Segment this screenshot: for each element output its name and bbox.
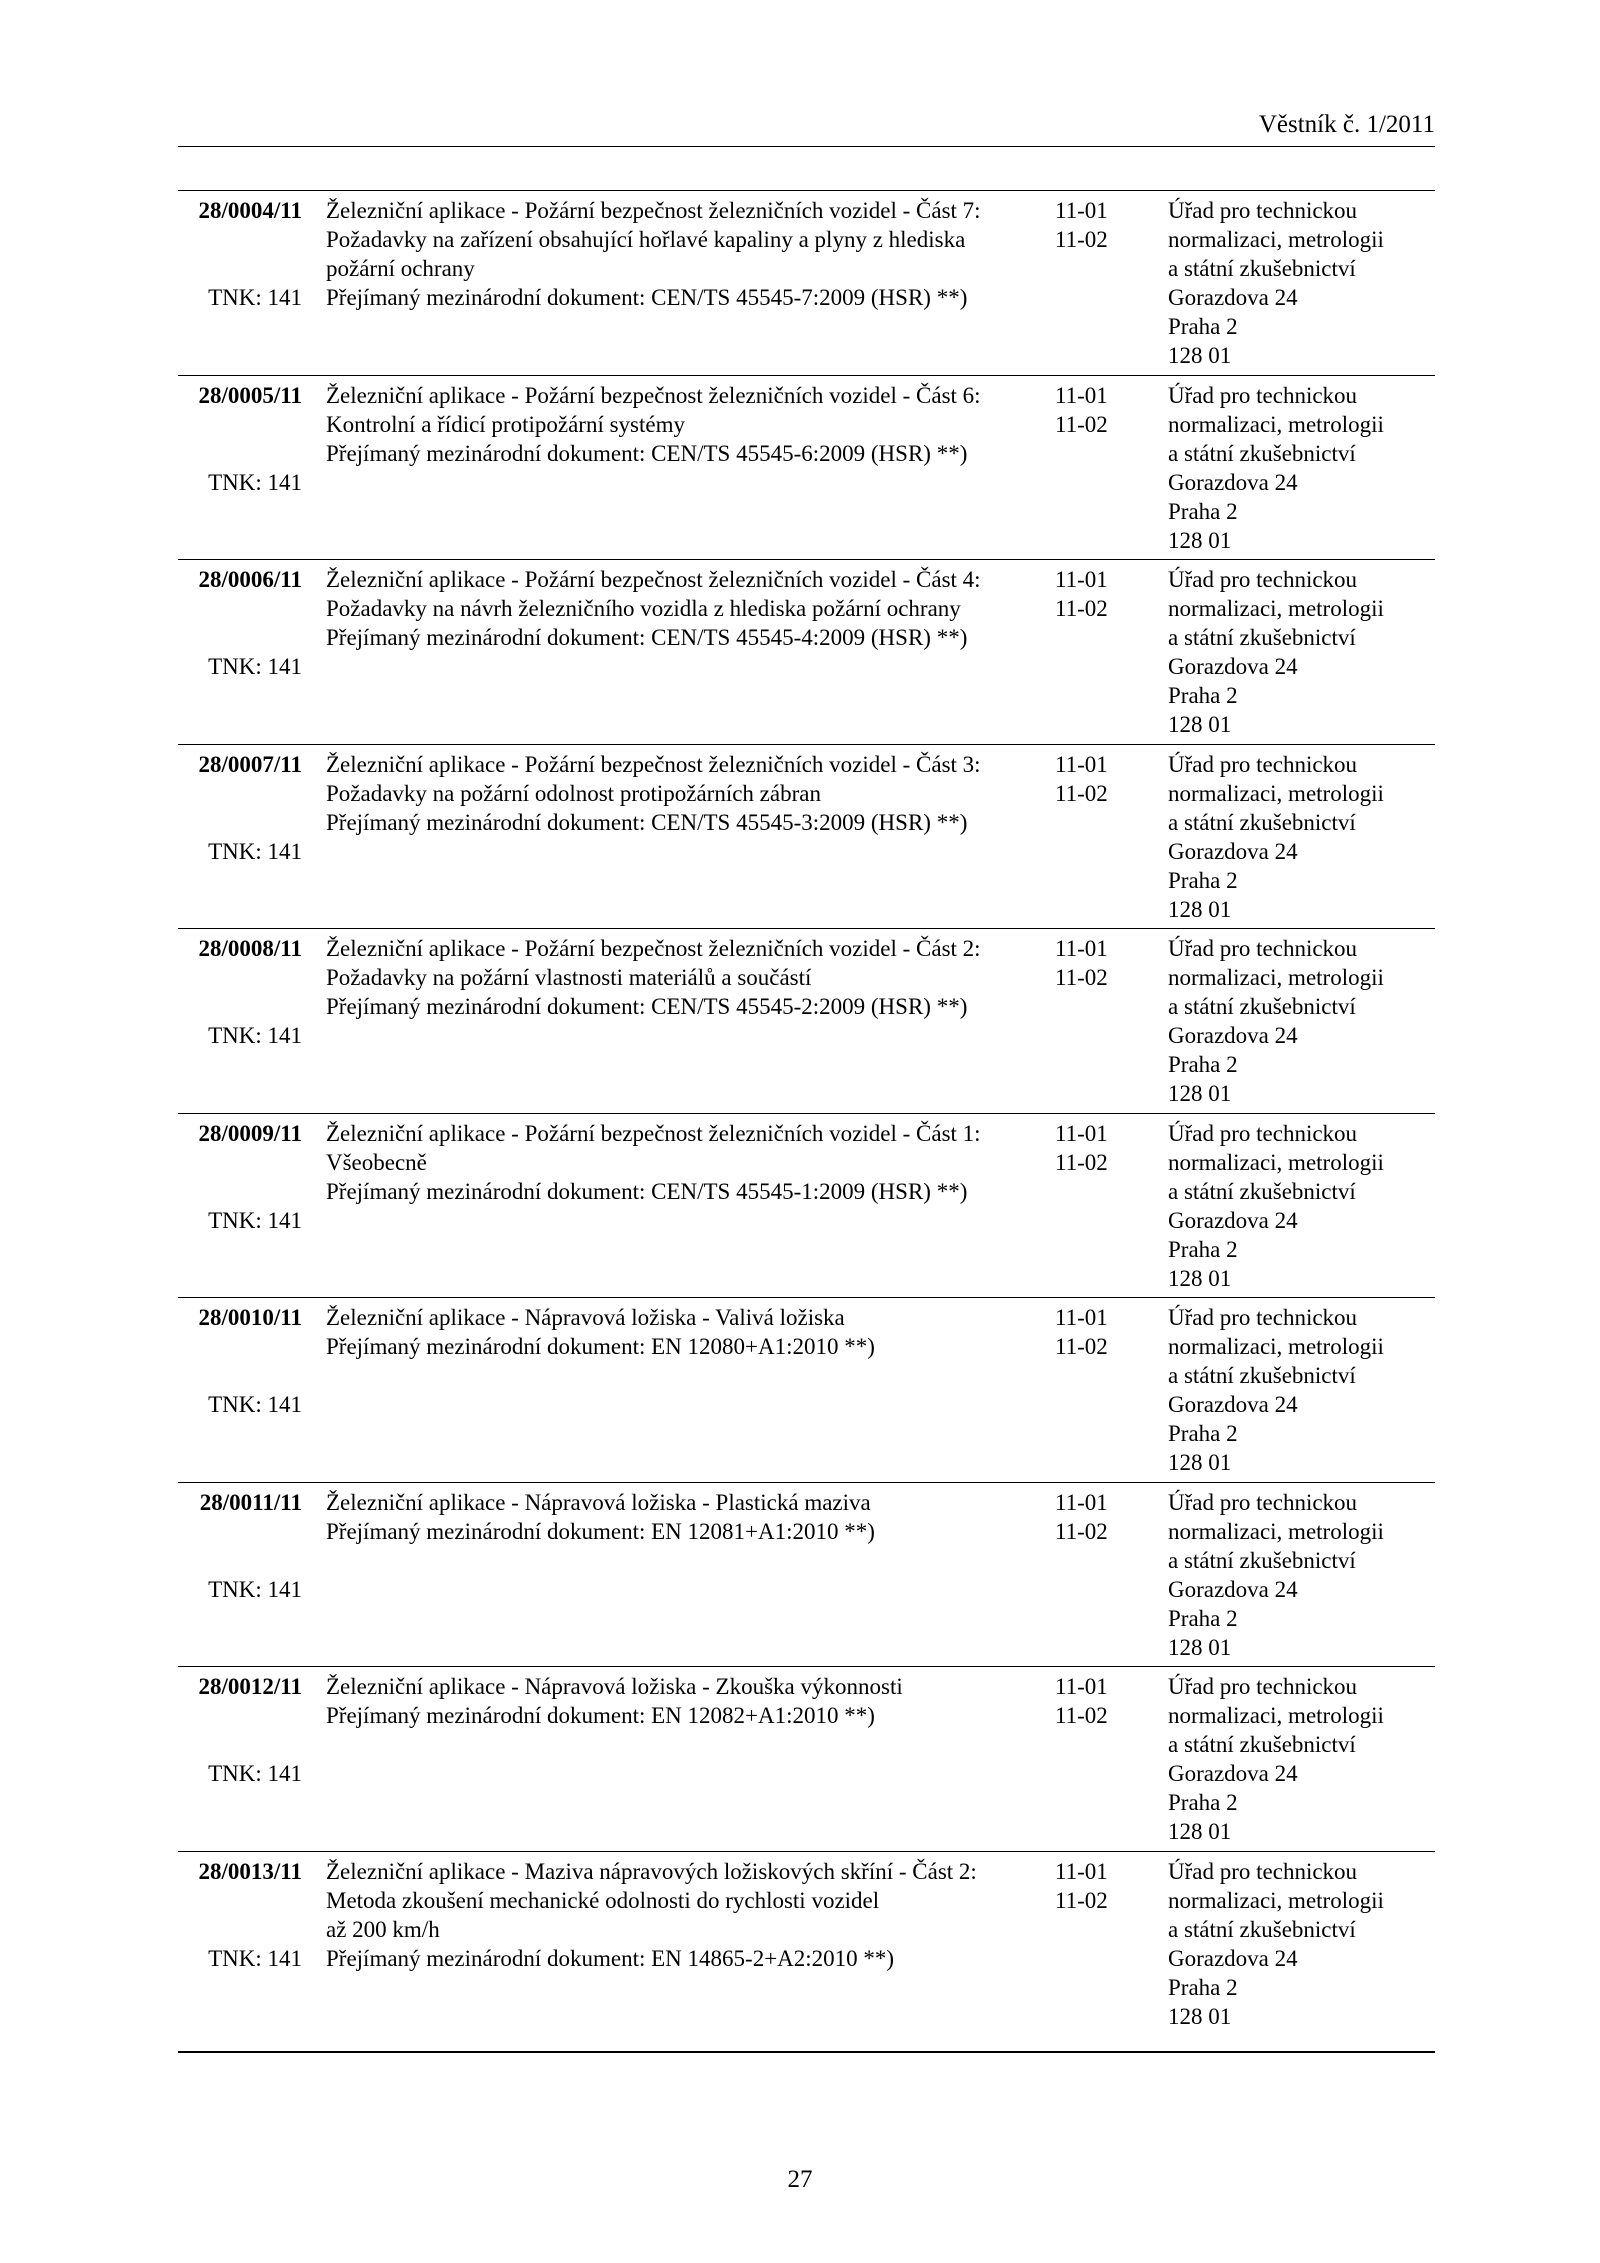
title-line: Přejímaný mezinárodní dokument: CEN/TS 45545-7:2009 (HSR) **) bbox=[326, 285, 968, 310]
office-address-line: 128 01 bbox=[1168, 343, 1232, 368]
office-address-line: normalizaci, metrologii bbox=[1168, 227, 1384, 252]
office-address-line: Úřad pro technickou bbox=[1168, 1305, 1358, 1330]
office-address-line: a státní zkušebnictví bbox=[1168, 625, 1356, 650]
title-line: Přejímaný mezinárodní dokument: EN 14865-2+A2:2010 **) bbox=[326, 1945, 895, 1971]
classification-code: 11-02 bbox=[1055, 1703, 1108, 1728]
entry-title bbox=[326, 1488, 1036, 1546]
title-line: Železniční aplikace - Požární bezpečnost železničních vozidel - Část 4: bbox=[326, 567, 981, 592]
tnk-label: TNK: 141 bbox=[208, 1945, 302, 1971]
office-address-line: normalizaci, metrologii bbox=[1168, 780, 1384, 806]
office-address-line: Gorazdova 24 bbox=[1168, 1945, 1298, 1971]
entry-office-address bbox=[1168, 381, 1438, 555]
classification-code: 11-01 bbox=[1055, 1305, 1108, 1330]
entry-codes bbox=[1055, 1119, 1135, 1177]
classification-code: 11-01 bbox=[1055, 1858, 1108, 1884]
bulletin-title: Věstník č. 1/2011 bbox=[1258, 111, 1435, 138]
title-line: Železniční aplikace - Maziva nápravových ložiskových skříní - Část 2: bbox=[326, 1858, 977, 1884]
title-line: Železniční aplikace - Požární bezpečnost železničních vozidel - Část 3: bbox=[326, 751, 981, 777]
office-address-line: Gorazdova 24 bbox=[1168, 1207, 1298, 1233]
office-address-line: Praha 2 bbox=[1168, 1605, 1238, 1631]
tnk-label: TNK: 141 bbox=[208, 1392, 302, 1417]
page-number: 27 bbox=[787, 2166, 813, 2193]
classification-code: 11-02 bbox=[1055, 1149, 1108, 1175]
entry-id-column bbox=[178, 1857, 302, 1971]
registration-number: 28/0009/11 bbox=[198, 1120, 302, 1146]
standard-entry bbox=[178, 1483, 1435, 1668]
title-line: Požadavky na návrh železničního vozidla z hlediska požární ochrany bbox=[326, 596, 961, 621]
title-line: Přejímaný mezinárodní dokument: CEN/TS 45545-3:2009 (HSR) **) bbox=[326, 809, 968, 835]
entry-codes bbox=[1055, 1672, 1135, 1730]
entry-title bbox=[326, 1303, 1036, 1361]
entry-id-column bbox=[178, 381, 302, 495]
office-address-line: Praha 2 bbox=[1168, 867, 1238, 893]
classification-code: 11-02 bbox=[1055, 1887, 1108, 1913]
registration-number: 28/0007/11 bbox=[198, 751, 302, 777]
office-address-line: Praha 2 bbox=[1168, 314, 1238, 339]
office-address-line: Úřad pro technickou bbox=[1168, 567, 1358, 592]
entry-title bbox=[326, 934, 1036, 1021]
classification-code: 11-01 bbox=[1055, 198, 1108, 223]
office-address-line: Úřad pro technickou bbox=[1168, 382, 1358, 408]
office-address-line: 128 01 bbox=[1168, 712, 1232, 737]
entry-title bbox=[326, 1672, 1036, 1730]
entry-id-column bbox=[178, 1119, 302, 1233]
office-address-line: a státní zkušebnictví bbox=[1168, 1363, 1356, 1388]
entry-title bbox=[326, 196, 1036, 312]
entry-office-address bbox=[1168, 565, 1438, 739]
title-line: Požadavky na zařízení obsahující hořlavé kapaliny a plyny z hlediska bbox=[326, 227, 966, 252]
entry-id-column bbox=[178, 934, 302, 1048]
office-address-line: Praha 2 bbox=[1168, 1052, 1238, 1077]
tnk-label: TNK: 141 bbox=[208, 654, 302, 679]
entry-title bbox=[326, 750, 1036, 837]
office-address-line: a státní zkušebnictví bbox=[1168, 994, 1356, 1019]
office-address-line: a státní zkušebnictví bbox=[1168, 1547, 1356, 1573]
tnk-label: TNK: 141 bbox=[208, 1761, 302, 1786]
tnk-label: TNK: 141 bbox=[208, 285, 302, 310]
title-line: Přejímaný mezinárodní dokument: EN 12081+A1:2010 **) bbox=[326, 1518, 875, 1544]
office-address-line: a státní zkušebnictví bbox=[1168, 1916, 1356, 1942]
tnk-label: TNK: 141 bbox=[208, 838, 302, 864]
entry-id-column bbox=[178, 1672, 302, 1786]
office-address-line: Úřad pro technickou bbox=[1168, 198, 1358, 223]
office-address-line: normalizaci, metrologii bbox=[1168, 1518, 1384, 1544]
title-line: Přejímaný mezinárodní dokument: EN 12080+A1:2010 **) bbox=[326, 1334, 875, 1359]
office-address-line: Úřad pro technickou bbox=[1168, 936, 1358, 961]
standard-entry bbox=[178, 745, 1435, 930]
classification-code: 11-02 bbox=[1055, 780, 1108, 806]
standard-entry bbox=[178, 1667, 1435, 1852]
office-address-line: 128 01 bbox=[1168, 1634, 1232, 1660]
title-line: požární ochrany bbox=[326, 256, 475, 281]
standard-entry bbox=[178, 929, 1435, 1114]
classification-code: 11-02 bbox=[1055, 227, 1108, 252]
registration-number: 28/0004/11 bbox=[198, 198, 302, 223]
entry-id-column bbox=[178, 565, 302, 679]
entry-codes bbox=[1055, 1303, 1135, 1361]
tnk-label: TNK: 141 bbox=[208, 1207, 302, 1233]
entry-id-column bbox=[178, 1488, 302, 1602]
registration-number: 28/0013/11 bbox=[198, 1858, 302, 1884]
office-address-line: normalizaci, metrologii bbox=[1168, 1334, 1384, 1359]
office-address-line: normalizaci, metrologii bbox=[1168, 965, 1384, 990]
entry-office-address bbox=[1168, 1672, 1438, 1846]
entry-office-address bbox=[1168, 1857, 1438, 2031]
office-address-line: Úřad pro technickou bbox=[1168, 751, 1358, 777]
entry-codes bbox=[1055, 1488, 1135, 1546]
title-line: Přejímaný mezinárodní dokument: CEN/TS 45545-4:2009 (HSR) **) bbox=[326, 625, 968, 650]
office-address-line: a státní zkušebnictví bbox=[1168, 1178, 1356, 1204]
office-address-line: Gorazdova 24 bbox=[1168, 838, 1298, 864]
entry-codes bbox=[1055, 750, 1135, 808]
entry-office-address bbox=[1168, 934, 1438, 1108]
entry-id-column bbox=[178, 1303, 302, 1417]
office-address-line: Gorazdova 24 bbox=[1168, 285, 1298, 310]
title-line: Metoda zkoušení mechanické odolnosti do rychlosti vozidel bbox=[326, 1887, 880, 1913]
classification-code: 11-02 bbox=[1055, 965, 1108, 990]
title-line: Železniční aplikace - Nápravová ložiska - Plastická maziva bbox=[326, 1489, 871, 1515]
entry-office-address bbox=[1168, 1488, 1438, 1662]
office-address-line: Úřad pro technickou bbox=[1168, 1674, 1358, 1699]
office-address-line: 128 01 bbox=[1168, 1450, 1232, 1475]
page-header bbox=[178, 110, 1435, 147]
office-address-line: Gorazdova 24 bbox=[1168, 469, 1298, 495]
tnk-label: TNK: 141 bbox=[208, 1023, 302, 1048]
title-line: Železniční aplikace - Požární bezpečnost železničních vozidel - Část 7: bbox=[326, 198, 981, 223]
entry-office-address bbox=[1168, 1119, 1438, 1293]
office-address-line: a státní zkušebnictví bbox=[1168, 440, 1356, 466]
entry-office-address bbox=[1168, 196, 1438, 370]
registration-number: 28/0010/11 bbox=[198, 1305, 302, 1330]
office-address-line: a státní zkušebnictví bbox=[1168, 1732, 1356, 1757]
entry-codes bbox=[1055, 1857, 1135, 1915]
entry-office-address bbox=[1168, 1303, 1438, 1477]
classification-code: 11-02 bbox=[1055, 411, 1108, 437]
entry-id-column bbox=[178, 196, 302, 310]
tnk-label: TNK: 141 bbox=[208, 1576, 302, 1602]
office-address-line: Úřad pro technickou bbox=[1168, 1120, 1358, 1146]
office-address-line: Gorazdova 24 bbox=[1168, 1392, 1298, 1417]
office-address-line: Úřad pro technickou bbox=[1168, 1489, 1358, 1515]
office-address-line: 128 01 bbox=[1168, 527, 1232, 553]
classification-code: 11-01 bbox=[1055, 751, 1108, 777]
entry-codes bbox=[1055, 196, 1135, 254]
standard-entry bbox=[178, 1852, 1435, 2053]
classification-code: 11-01 bbox=[1055, 1120, 1108, 1146]
title-line: Železniční aplikace - Požární bezpečnost železničních vozidel - Část 2: bbox=[326, 936, 981, 961]
title-line: Železniční aplikace - Požární bezpečnost železničních vozidel - Část 1: bbox=[326, 1120, 981, 1146]
title-line: Kontrolní a řídicí protipožární systémy bbox=[326, 411, 685, 437]
title-line: Požadavky na požární vlastnosti materiálů a součástí bbox=[326, 965, 812, 990]
office-address-line: normalizaci, metrologii bbox=[1168, 1887, 1384, 1913]
office-address-line: Praha 2 bbox=[1168, 683, 1238, 708]
entry-title bbox=[326, 381, 1036, 468]
office-address-line: a státní zkušebnictví bbox=[1168, 809, 1356, 835]
office-address-line: normalizaci, metrologii bbox=[1168, 1703, 1384, 1728]
office-address-line: normalizaci, metrologii bbox=[1168, 1149, 1384, 1175]
office-address-line: a státní zkušebnictví bbox=[1168, 256, 1356, 281]
tnk-label: TNK: 141 bbox=[208, 469, 302, 495]
entry-codes bbox=[1055, 381, 1135, 439]
entry-office-address bbox=[1168, 750, 1438, 924]
standard-entry bbox=[178, 376, 1435, 561]
title-line: Přejímaný mezinárodní dokument: CEN/TS 45545-6:2009 (HSR) **) bbox=[326, 440, 968, 466]
standard-entry bbox=[178, 1298, 1435, 1483]
title-line: Požadavky na požární odolnost protipožárních zábran bbox=[326, 780, 821, 806]
office-address-line: Praha 2 bbox=[1168, 1974, 1238, 2000]
office-address-line: 128 01 bbox=[1168, 1081, 1232, 1106]
registration-number: 28/0008/11 bbox=[198, 936, 302, 961]
classification-code: 11-02 bbox=[1055, 1518, 1108, 1544]
standard-entry bbox=[178, 1114, 1435, 1299]
office-address-line: 128 01 bbox=[1168, 896, 1232, 922]
registration-number: 28/0006/11 bbox=[198, 567, 302, 592]
standards-list bbox=[178, 190, 1435, 2053]
office-address-line: normalizaci, metrologii bbox=[1168, 411, 1384, 437]
entry-title bbox=[326, 565, 1036, 652]
title-line: Všeobecně bbox=[326, 1149, 427, 1175]
classification-code: 11-02 bbox=[1055, 596, 1108, 621]
title-line: až 200 km/h bbox=[326, 1916, 440, 1942]
title-line: Železniční aplikace - Požární bezpečnost železničních vozidel - Část 6: bbox=[326, 382, 981, 408]
office-address-line: 128 01 bbox=[1168, 1819, 1232, 1844]
office-address-line: Gorazdova 24 bbox=[1168, 654, 1298, 679]
office-address-line: Úřad pro technickou bbox=[1168, 1858, 1358, 1884]
entry-codes bbox=[1055, 934, 1135, 992]
classification-code: 11-01 bbox=[1055, 936, 1108, 961]
office-address-line: 128 01 bbox=[1168, 2003, 1232, 2029]
office-address-line: Gorazdova 24 bbox=[1168, 1576, 1298, 1602]
entry-id-column bbox=[178, 750, 302, 864]
title-line: Přejímaný mezinárodní dokument: CEN/TS 45545-2:2009 (HSR) **) bbox=[326, 994, 968, 1019]
office-address-line: Praha 2 bbox=[1168, 1421, 1238, 1446]
standard-entry bbox=[178, 191, 1435, 376]
title-line: Přejímaný mezinárodní dokument: EN 12082+A1:2010 **) bbox=[326, 1703, 875, 1728]
classification-code: 11-01 bbox=[1055, 1489, 1108, 1515]
classification-code: 11-01 bbox=[1055, 567, 1108, 592]
office-address-line: Praha 2 bbox=[1168, 498, 1238, 524]
title-line: Železniční aplikace - Nápravová ložiska - Valivá ložiska bbox=[326, 1305, 845, 1330]
entry-title bbox=[326, 1857, 1036, 1973]
office-address-line: Gorazdova 24 bbox=[1168, 1023, 1298, 1048]
classification-code: 11-01 bbox=[1055, 1674, 1108, 1699]
title-line: Železniční aplikace - Nápravová ložiska - Zkouška výkonnosti bbox=[326, 1674, 903, 1699]
registration-number: 28/0011/11 bbox=[199, 1489, 302, 1515]
standard-entry bbox=[178, 560, 1435, 745]
office-address-line: Gorazdova 24 bbox=[1168, 1761, 1298, 1786]
classification-code: 11-01 bbox=[1055, 382, 1108, 408]
entry-codes bbox=[1055, 565, 1135, 623]
office-address-line: normalizaci, metrologii bbox=[1168, 596, 1384, 621]
registration-number: 28/0005/11 bbox=[198, 382, 302, 408]
registration-number: 28/0012/11 bbox=[198, 1674, 302, 1699]
entry-title bbox=[326, 1119, 1036, 1206]
office-address-line: Praha 2 bbox=[1168, 1790, 1238, 1815]
classification-code: 11-02 bbox=[1055, 1334, 1108, 1359]
office-address-line: 128 01 bbox=[1168, 1265, 1232, 1291]
office-address-line: Praha 2 bbox=[1168, 1236, 1238, 1262]
title-line: Přejímaný mezinárodní dokument: CEN/TS 45545-1:2009 (HSR) **) bbox=[326, 1178, 968, 1204]
